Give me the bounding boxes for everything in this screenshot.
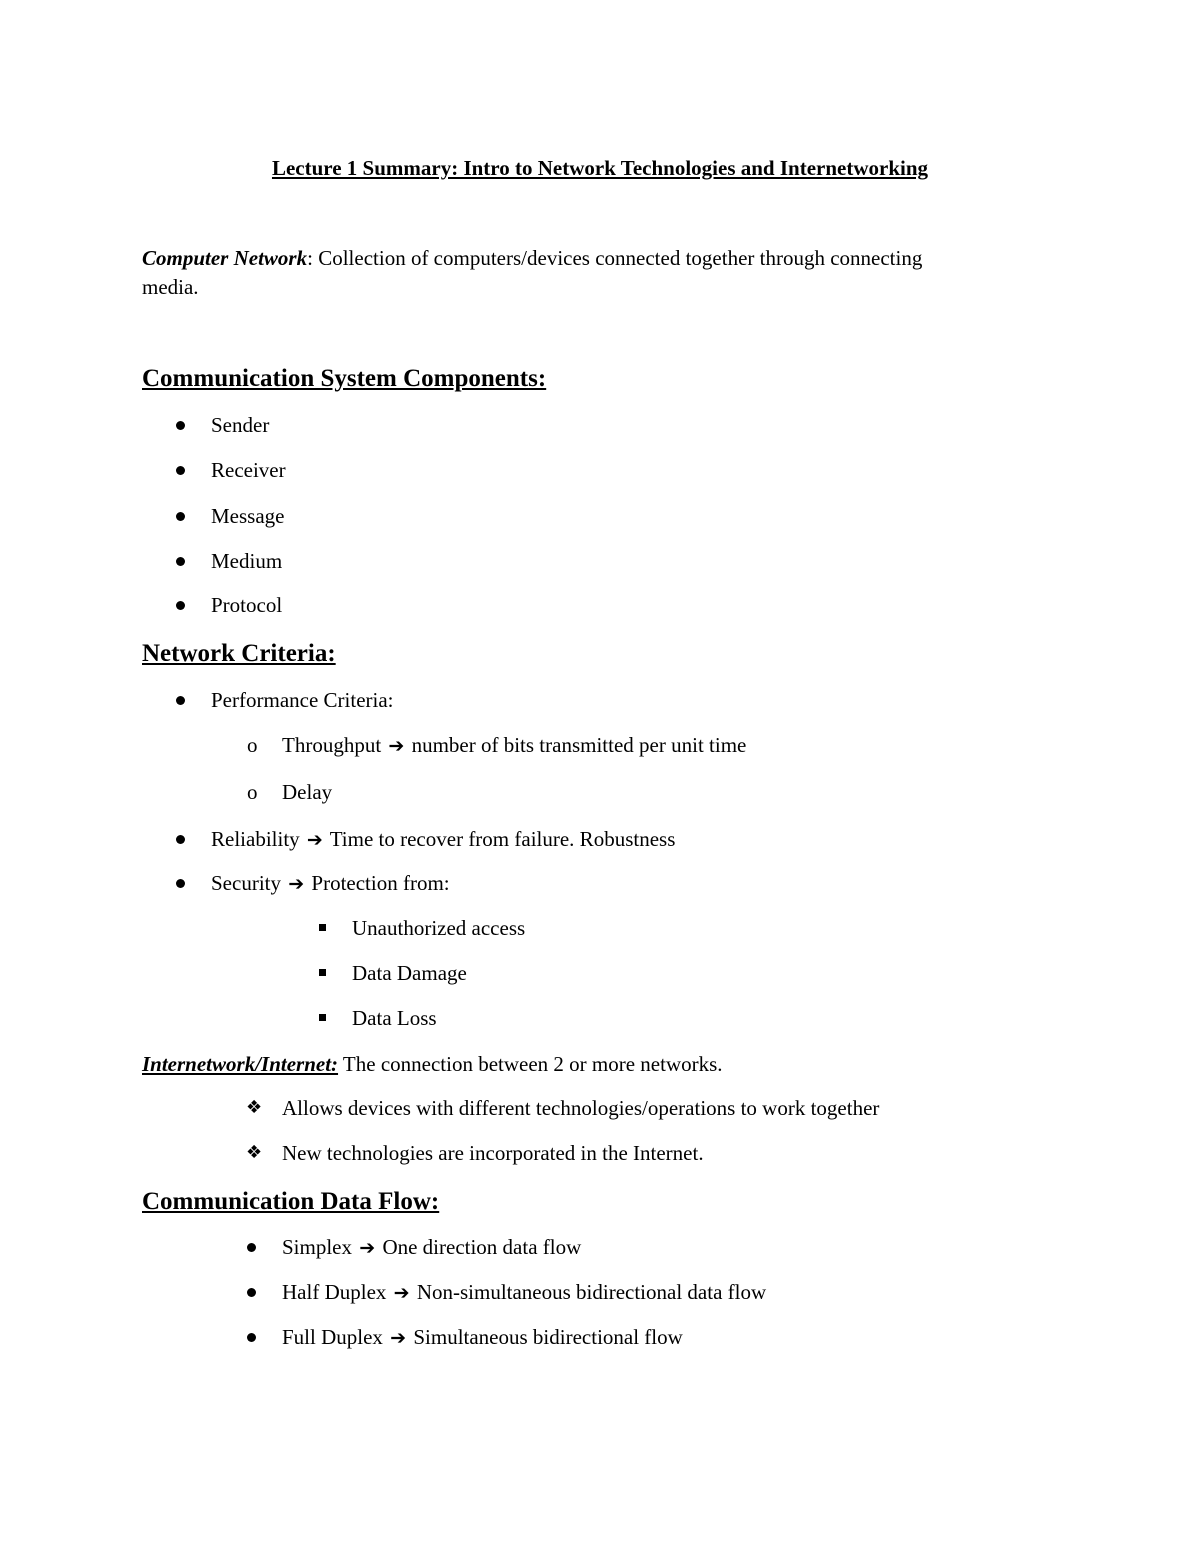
security-desc: Protection from: bbox=[311, 871, 450, 895]
square-bullet-icon bbox=[319, 924, 326, 931]
half-duplex-term: Half Duplex bbox=[282, 1280, 387, 1304]
right-arrow-icon: ➔ bbox=[306, 829, 323, 851]
components-item-protocol: Protocol bbox=[211, 593, 283, 617]
bullet-dot-icon bbox=[247, 1243, 256, 1252]
bullet-dot-icon bbox=[176, 696, 185, 705]
security-item bbox=[211, 869, 450, 898]
page-title: Lecture 1 Summary: Intro to Network Technologies and Internetworking bbox=[271, 156, 929, 180]
full-duplex-desc: Simultaneous bidirectional flow bbox=[413, 1325, 683, 1349]
throughput-desc: number of bits transmitted per unit time bbox=[411, 733, 747, 757]
data-flow-heading: Communication Data Flow: bbox=[142, 1188, 440, 1215]
simplex-desc: One direction data flow bbox=[382, 1235, 582, 1259]
bullet-dot-icon bbox=[176, 512, 185, 521]
bullet-dot-icon bbox=[176, 466, 185, 475]
square-bullet-icon bbox=[319, 1014, 326, 1021]
data-flow-simplex bbox=[282, 1233, 581, 1262]
right-arrow-icon: ➔ bbox=[393, 1282, 410, 1304]
computer-network-definition bbox=[142, 244, 922, 272]
computer-network-definition-line2: media. bbox=[142, 275, 199, 299]
computer-network-colon: : bbox=[307, 246, 313, 270]
performance-criteria-label: Performance Criteria: bbox=[211, 688, 394, 712]
delay-item: Delay bbox=[282, 780, 333, 804]
diamond-bullet-icon: ❖ bbox=[246, 1097, 263, 1118]
components-item-medium: Medium bbox=[211, 549, 283, 573]
security-sub-damage: Data Damage bbox=[352, 961, 467, 985]
computer-network-term: Computer Network bbox=[142, 246, 308, 270]
data-flow-half-duplex bbox=[282, 1278, 766, 1307]
throughput-term: Throughput bbox=[282, 733, 382, 757]
simplex-term: Simplex bbox=[282, 1235, 353, 1259]
right-arrow-icon: ➔ bbox=[288, 873, 305, 895]
components-heading: Communication System Components: bbox=[142, 365, 547, 392]
square-bullet-icon bbox=[319, 969, 326, 976]
reliability-item bbox=[211, 825, 675, 854]
internetwork-point-2: New technologies are incorporated in the Internet. bbox=[282, 1141, 704, 1165]
full-duplex-term: Full Duplex bbox=[282, 1325, 383, 1349]
components-item-sender: Sender bbox=[211, 413, 270, 437]
reliability-desc: Time to recover from failure. Robustness bbox=[329, 827, 676, 851]
bullet-dot-icon bbox=[176, 835, 185, 844]
right-arrow-icon: ➔ bbox=[388, 735, 405, 757]
components-item-message: Message bbox=[211, 504, 285, 528]
half-duplex-desc: Non-simultaneous bidirectional data flow bbox=[416, 1280, 767, 1304]
criteria-heading: Network Criteria: bbox=[142, 640, 336, 667]
security-term: Security bbox=[211, 871, 281, 895]
bullet-dot-icon bbox=[247, 1288, 256, 1297]
throughput-item bbox=[282, 731, 746, 760]
right-arrow-icon: ➔ bbox=[390, 1327, 407, 1349]
hollow-bullet-icon: o bbox=[247, 733, 258, 757]
data-flow-full-duplex bbox=[282, 1323, 683, 1352]
internetwork-point-1: Allows devices with different technologies/operations to work together bbox=[282, 1096, 880, 1120]
bullet-dot-icon bbox=[176, 421, 185, 430]
bullet-dot-icon bbox=[247, 1333, 256, 1342]
bullet-dot-icon bbox=[176, 879, 185, 888]
computer-network-definition-line1: Collection of computers/devices connected together through connecting bbox=[318, 246, 923, 270]
reliability-term: Reliability bbox=[211, 827, 300, 851]
security-sub-unauthorized: Unauthorized access bbox=[352, 916, 526, 940]
internetwork-definition-text: The connection between 2 or more networks. bbox=[342, 1052, 723, 1076]
diamond-bullet-icon: ❖ bbox=[246, 1142, 263, 1163]
bullet-dot-icon bbox=[176, 601, 185, 610]
security-sub-loss: Data Loss bbox=[352, 1006, 437, 1030]
right-arrow-icon: ➔ bbox=[359, 1237, 376, 1259]
internetwork-definition bbox=[142, 1050, 723, 1078]
bullet-dot-icon bbox=[176, 557, 185, 566]
internetwork-term: Internetwork/Internet: bbox=[142, 1052, 339, 1076]
components-item-receiver: Receiver bbox=[211, 458, 286, 482]
hollow-bullet-icon: o bbox=[247, 780, 258, 804]
